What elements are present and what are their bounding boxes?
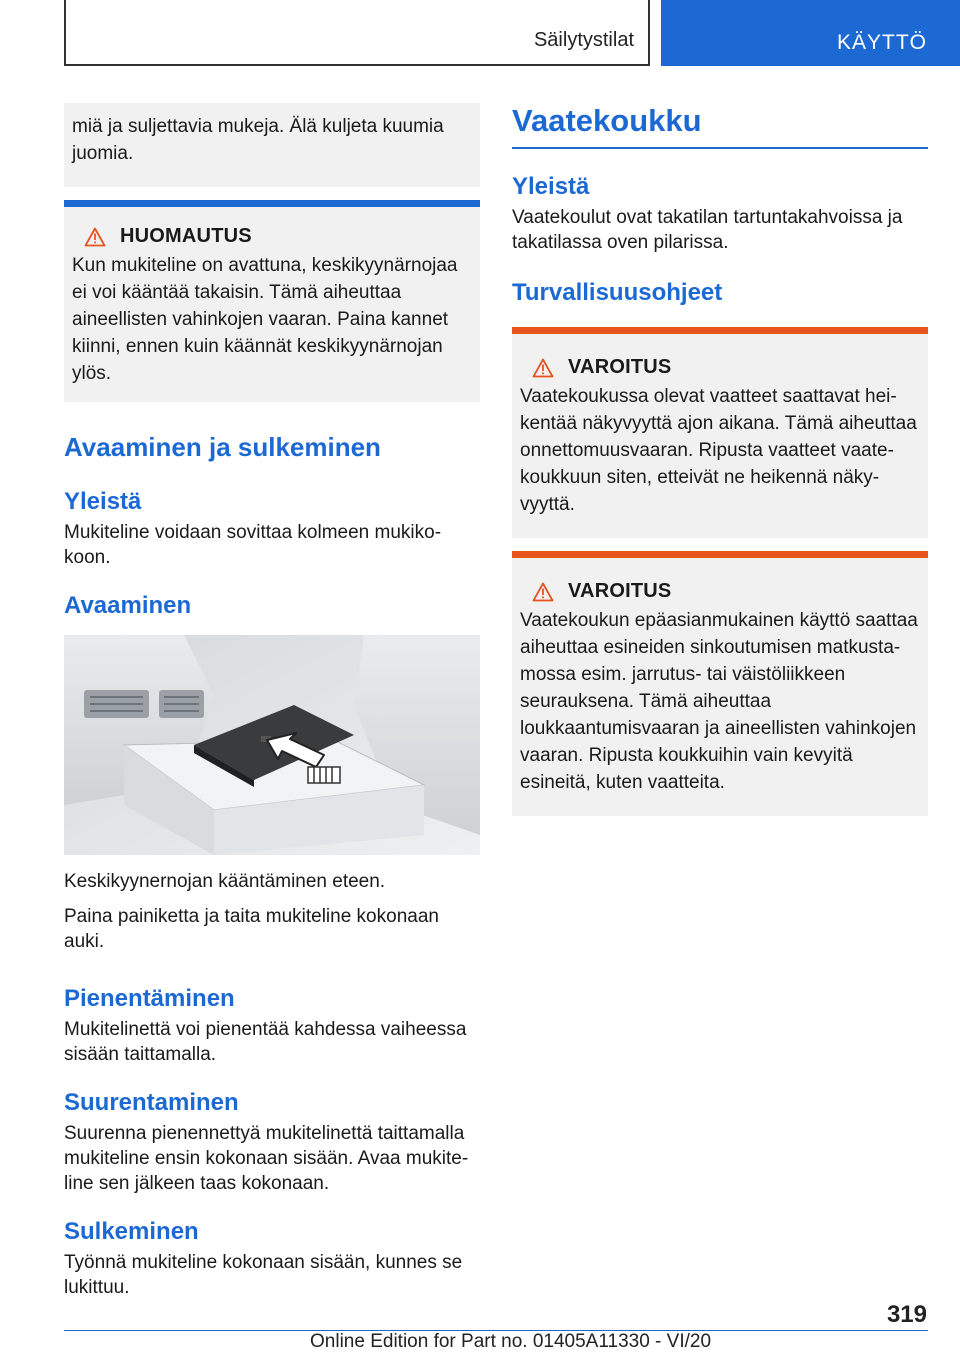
warning-triangle-icon (84, 227, 106, 247)
header-chapter-tab (661, 0, 960, 66)
left-column (64, 103, 480, 1300)
header-section-title: Säilytystilat (533, 29, 634, 51)
notice-bar (64, 200, 480, 207)
continued-text: miä ja suljettavia mukeja. Älä kuljeta kuumia juomia. (72, 116, 444, 164)
subheading-turvallisuusohjeet: Turvallisuusohjeet (512, 279, 723, 306)
notice-text: Kun mukiteline on avattuna, keskikyynärnojaa ei voi kääntää takaisin. Tämä aiheuttaa aineellisten vahinkojen vaaran. Paina kannet kiinni, ennen kuin käännät keskikyynärnojan ylös. (72, 255, 458, 384)
warning-title: VAROITUS (568, 580, 672, 602)
yleista-text: Mukiteline voidaan sovittaa kolmeen mukikokoon. (64, 522, 442, 568)
warning-text: Vaatekoukussa olevat vaatteet saattavat heikentää näkyvyyttä ajon aikana. Tämä aiheuttaa onnettomuusvaaran. Ripusta vaatteet vaatekoukkuun siten, etteivät ne heikennä näkyvyyttä. (520, 386, 917, 515)
warning-box-2 (512, 551, 928, 816)
footer-edition: Online Edition for Part no. 01405A11330 - VI/20 (310, 1331, 712, 1352)
subheading-avaaminen: Avaaminen (64, 592, 192, 619)
subheading-pienentaminen: Pienentäminen (64, 985, 235, 1012)
notice-title: HUOMAUTUS (120, 225, 252, 247)
page-number: 319 (886, 1301, 927, 1328)
header-section-box (64, 0, 650, 66)
continued-info-box (64, 103, 480, 187)
warning-bar (512, 551, 928, 558)
warning-title: VAROITUS (568, 356, 672, 378)
section-heading-avaaminen-sulkeminen: Avaaminen ja sulkeminen (64, 432, 381, 462)
warning-text: Vaatekoukun epäasianmukainen käyttö saattaa aiheuttaa esineiden sinkoutumisen matkustamossa esim. jarrutus- tai väistöliikkeen seurauksena. Tämä aiheuttaa loukkaantumisvaaran ja aineellisten vahinkojen vaaran. Ripusta koukkuihin vain kevyitä esineitä, kuten vaatteita. (520, 610, 918, 793)
warning-triangle-icon (532, 582, 554, 602)
suurentaminen-text: Suurenna pienennettyä mukitelinettä taittamalla mukiteline ensin kokonaan sisään. Avaa mukiteline sen jälkeen taas kokonaan. (64, 1123, 469, 1194)
right-column (512, 103, 928, 816)
section-title-vaatekoukku: Vaatekoukku (512, 103, 928, 149)
caption-kaantaminen: Keskikyynernojan kääntäminen eteen. (64, 871, 386, 892)
notice-box (64, 200, 480, 402)
cupholder-photo (64, 635, 480, 855)
pienentaminen-text: Mukitelinettä voi pienentää kahdessa vaiheessa sisään taittamalla. (64, 1019, 467, 1065)
sulkeminen-text: Työnnä mukiteline kokonaan sisään, kunnes se lukittuu. (64, 1252, 463, 1298)
subheading-sulkeminen: Sulkeminen (64, 1218, 199, 1245)
warning-bar (512, 327, 928, 334)
warning-box-1 (512, 327, 928, 538)
vaatekoukku-yleista-text: Vaatekoulut ovat takatilan tartuntakahvoissa ja takatilassa oven pilarissa. (512, 207, 903, 253)
subheading-yleista: Yleistä (64, 488, 142, 515)
subheading-suurentaminen: Suurentaminen (64, 1089, 239, 1116)
caption-paina: Paina painiketta ja taita mukiteline kokonaan auki. (64, 906, 439, 952)
subheading-yleista-right: Yleistä (512, 173, 590, 200)
warning-triangle-icon (532, 358, 554, 378)
header-chapter-label: KÄYTTÖ (836, 31, 927, 54)
